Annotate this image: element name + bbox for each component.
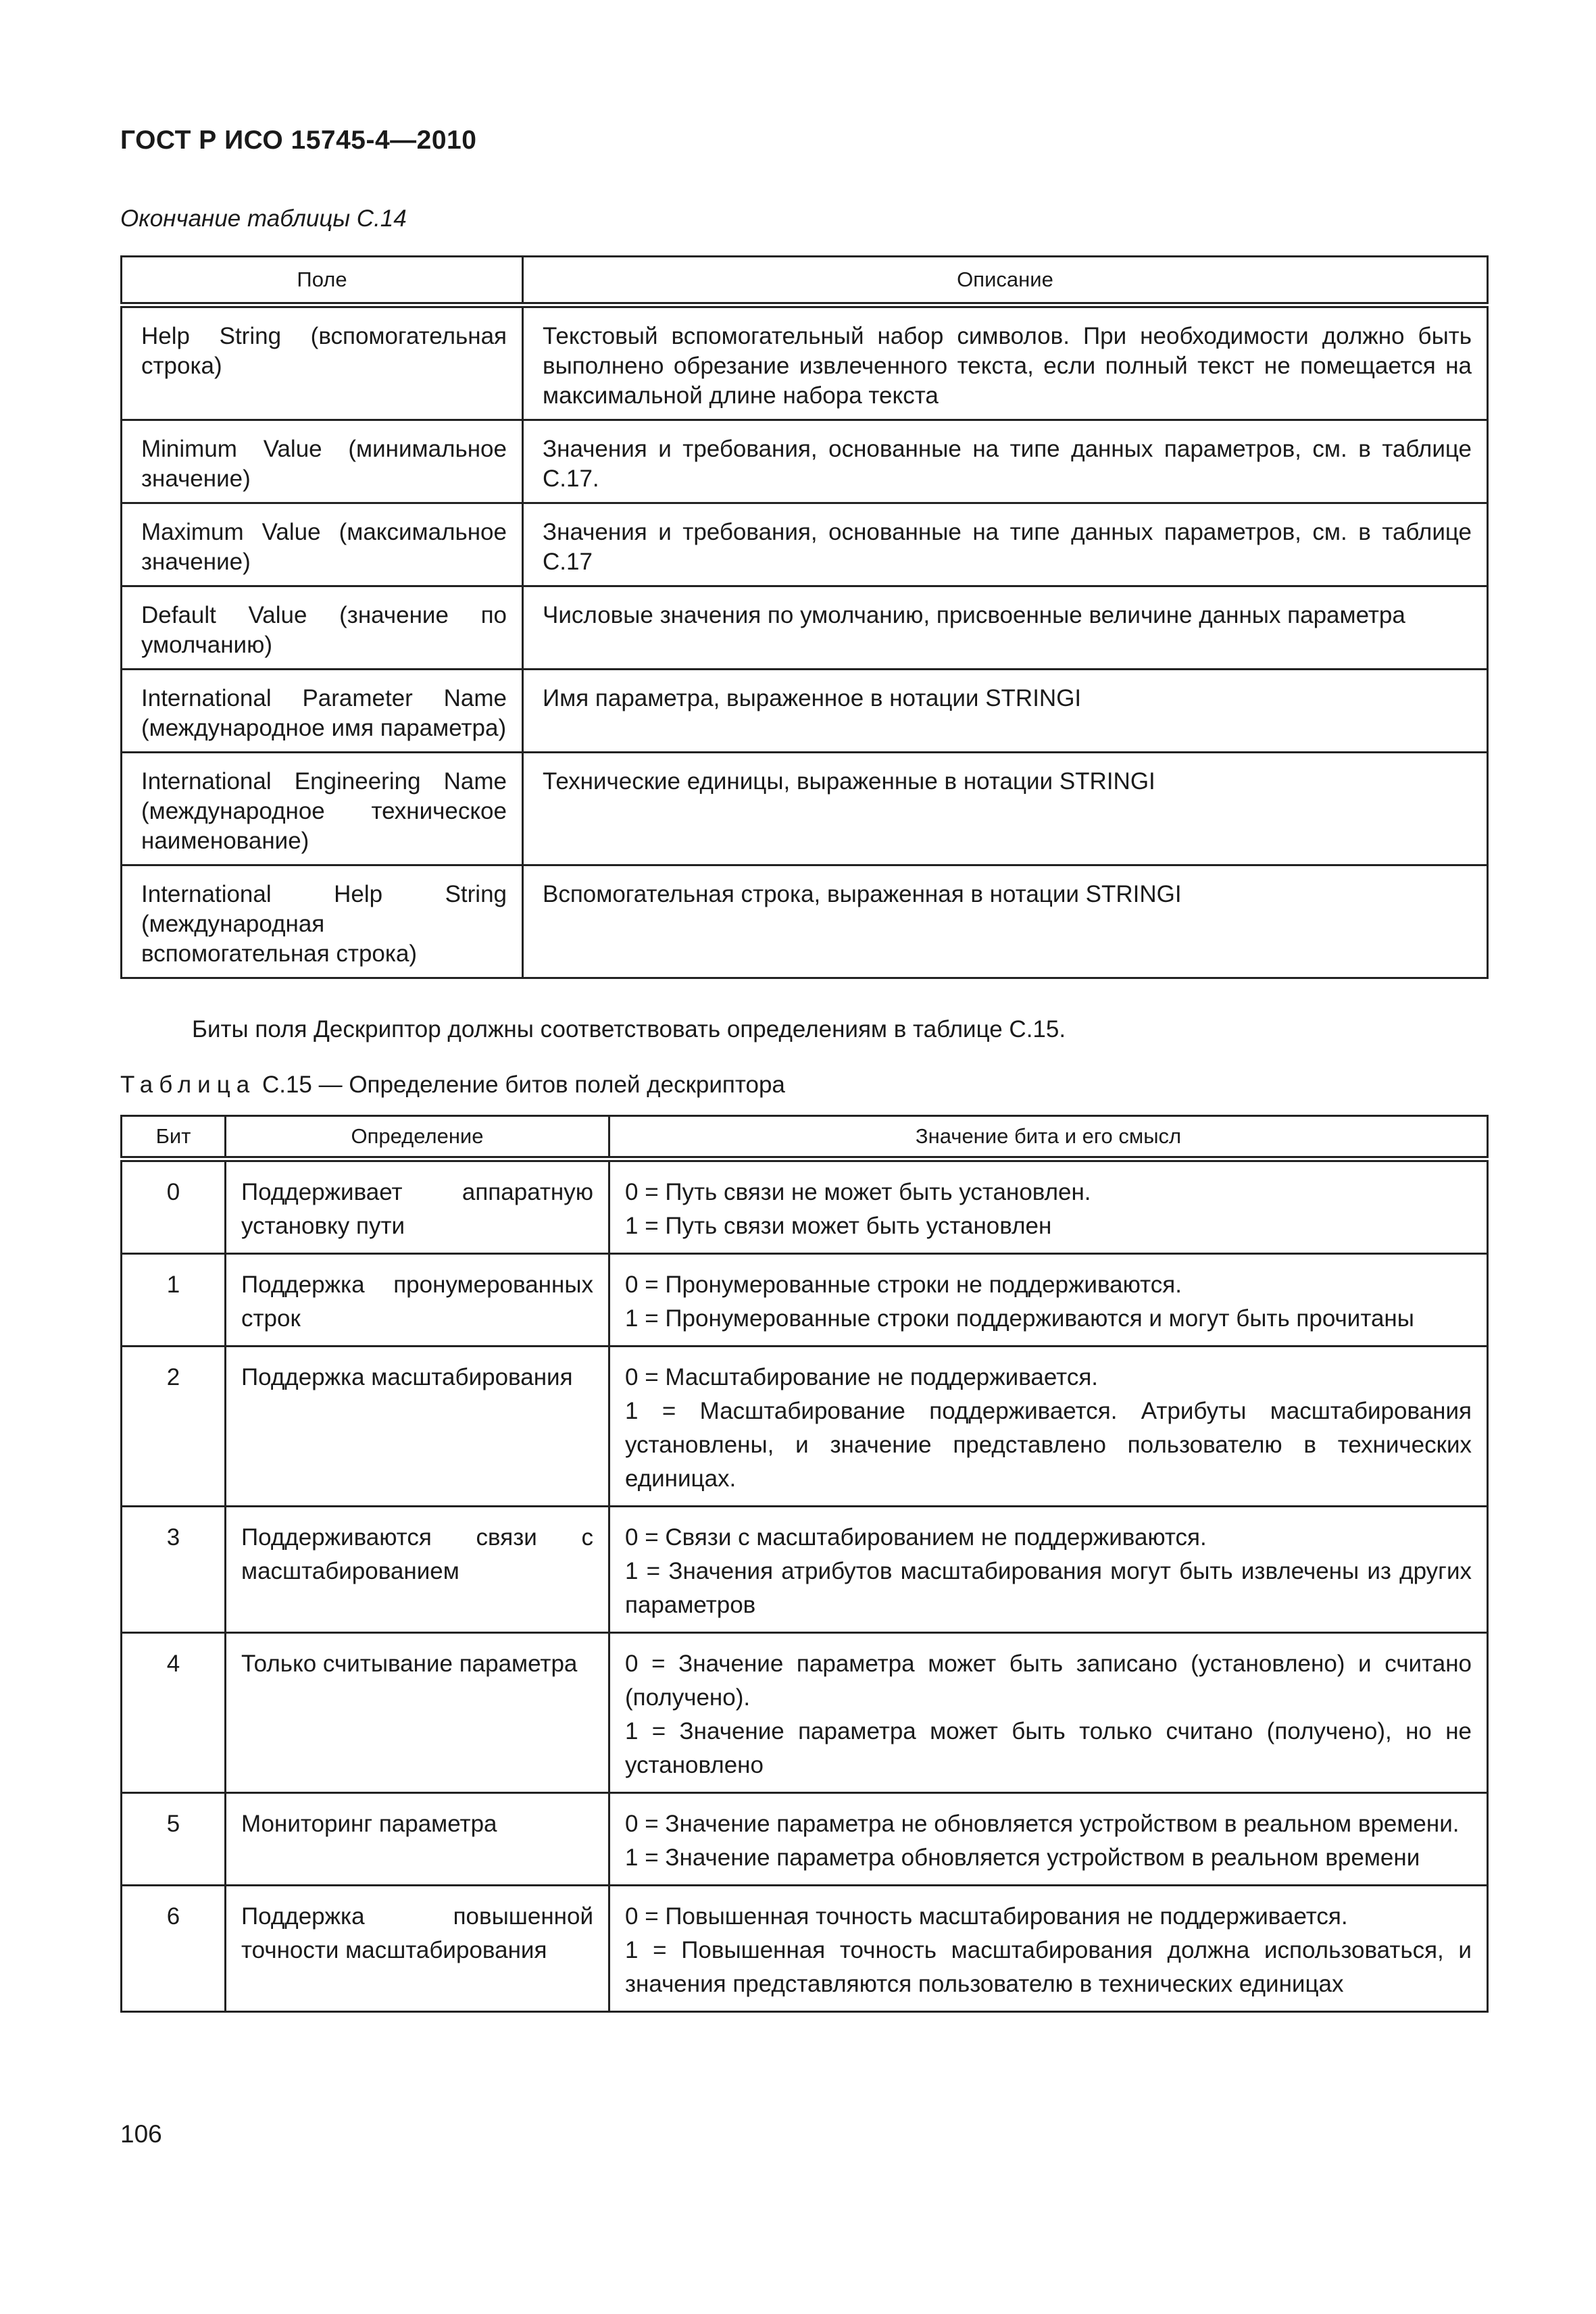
bit-number-cell: 5: [122, 1793, 226, 1886]
field-name-cell: International Parameter Name (международное имя параметра): [122, 670, 523, 753]
table-row: [122, 1886, 1488, 2012]
document-code: ГОСТ Р ИСО 15745-4—2010: [120, 126, 477, 155]
field-name-cell: International Engineering Name (международное техническое наименование): [122, 753, 523, 865]
table-caption-prefix: Таблица: [120, 1072, 256, 1098]
bit-meaning-line: 0 = Масштабирование не поддерживается.: [625, 1364, 1098, 1390]
bit-number-cell: 3: [122, 1507, 226, 1633]
column-header-definition: Определение: [226, 1116, 609, 1159]
bit-definition-cell: Поддерживаются связи с масштабированием: [226, 1507, 609, 1633]
bit-number-cell: 2: [122, 1347, 226, 1507]
table-caption: [120, 1072, 785, 1099]
bit-meaning-line: 1 = Пронумерованные строки поддерживаются и могут быть прочитаны: [625, 1305, 1414, 1332]
bit-meaning-line: 0 = Повышенная точность масштабирования не поддерживается.: [625, 1903, 1348, 1930]
bit-meaning-cell: [609, 1633, 1488, 1793]
bit-meaning-line: 1 = Масштабирование поддерживается. Атрибуты масштабирования установлены, и значение представлено пользователю в технических единицах.: [625, 1398, 1472, 1492]
field-description-cell: Технические единицы, выраженные в нотации STRINGI: [523, 753, 1488, 865]
bit-number-cell: 1: [122, 1254, 226, 1347]
table-row: [122, 1159, 1488, 1254]
bit-meaning-line: 1 = Путь связи может быть установлен: [625, 1213, 1052, 1239]
bit-meaning-line: 1 = Значения атрибутов масштабирования могут быть извлечены из других параметров: [625, 1558, 1472, 1618]
bit-meaning-cell: [609, 1254, 1488, 1347]
bit-number-cell: 6: [122, 1886, 226, 2012]
field-description-cell: Текстовый вспомогательный набор символов. При необходимости должно быть выполнено обрезание извлеченного текста, если полный текст не помещается на максимальной длине набора текста: [523, 305, 1488, 420]
bit-meaning-line: 0 = Значение параметра может быть записано (установлено) и считано (получено).: [625, 1651, 1472, 1711]
column-header-field: Поле: [122, 257, 523, 305]
fields-table: [120, 255, 1489, 979]
table-row: [122, 1793, 1488, 1886]
field-name-cell: Default Value (значение по умолчанию): [122, 586, 523, 670]
bit-meaning-cell: [609, 1159, 1488, 1254]
bit-meaning-line: 0 = Путь связи не может быть установлен.: [625, 1179, 1091, 1205]
table-row: [122, 420, 1488, 503]
field-name-cell: Help String (вспомогательная строка): [122, 305, 523, 420]
descriptor-bits-table: [120, 1115, 1489, 2013]
bit-meaning-cell: [609, 1507, 1488, 1633]
table-continuation-caption: Окончание таблицы С.14: [120, 205, 407, 232]
column-header-meaning: Значение бита и его смысл: [609, 1116, 1488, 1159]
bit-definition-cell: Только считывание параметра: [226, 1633, 609, 1793]
field-description-cell: Имя параметра, выраженное в нотации STRINGI: [523, 670, 1488, 753]
field-description-cell: Вспомогательная строка, выраженная в нотации STRINGI: [523, 865, 1488, 978]
bit-meaning-line: 0 = Пронумерованные строки не поддерживаются.: [625, 1272, 1182, 1298]
table-row: [122, 753, 1488, 865]
bit-definition-cell: Поддержка повышенной точности масштабирования: [226, 1886, 609, 2012]
bit-meaning-line: 1 = Повышенная точность масштабирования должна использоваться, и значения представляются пользователю в технических единицах: [625, 1937, 1472, 1997]
bit-meaning-cell: [609, 1347, 1488, 1507]
field-name-cell: International Help String (международная вспомогательная строка): [122, 865, 523, 978]
field-description-cell: Числовые значения по умолчанию, присвоенные величине данных параметра: [523, 586, 1488, 670]
bit-meaning-cell: [609, 1886, 1488, 2012]
bit-meaning-line: 1 = Значение параметра обновляется устройством в реальном времени: [625, 1844, 1420, 1871]
descriptor-bits-table-body: [122, 1159, 1488, 2012]
bit-meaning-cell: [609, 1793, 1488, 1886]
table-row: [122, 1633, 1488, 1793]
bit-definition-cell: Поддерживает аппаратную установку пути: [226, 1159, 609, 1254]
fields-table-body: [122, 305, 1488, 978]
column-header-description: Описание: [523, 257, 1488, 305]
bit-number-cell: 4: [122, 1633, 226, 1793]
field-name-cell: Minimum Value (минимальное значение): [122, 420, 523, 503]
bit-meaning-line: 1 = Значение параметра может быть только считано (получено), но не установлено: [625, 1718, 1472, 1778]
table-row: [122, 1507, 1488, 1633]
table-row: [122, 305, 1488, 420]
bit-definition-cell: Мониторинг параметра: [226, 1793, 609, 1886]
table-row: [122, 586, 1488, 670]
table-row: [122, 670, 1488, 753]
page-number: 106: [120, 2120, 162, 2148]
field-description-cell: Значения и требования, основанные на типе данных параметров, см. в таблице С.17.: [523, 420, 1488, 503]
column-header-bit: Бит: [122, 1116, 226, 1159]
bit-meaning-line: 0 = Значение параметра не обновляется устройством в реальном времени.: [625, 1811, 1460, 1837]
table-caption-title: С.15 — Определение битов полей дескриптора: [255, 1072, 785, 1098]
bit-meaning-line: 0 = Связи с масштабированием не поддерживаются.: [625, 1524, 1207, 1551]
field-description-cell: Значения и требования, основанные на типе данных параметров, см. в таблице С.17: [523, 503, 1488, 586]
body-paragraph: Биты поля Дескриптор должны соответствовать определениям в таблице С.15.: [192, 1016, 1066, 1042]
bit-number-cell: 0: [122, 1159, 226, 1254]
bit-definition-cell: Поддержка пронумерованных строк: [226, 1254, 609, 1347]
bit-definition-cell: Поддержка масштабирования: [226, 1347, 609, 1507]
table-row: [122, 503, 1488, 586]
table-row: [122, 1347, 1488, 1507]
field-name-cell: Maximum Value (максимальное значение): [122, 503, 523, 586]
table-row: [122, 865, 1488, 978]
table-row: [122, 1254, 1488, 1347]
